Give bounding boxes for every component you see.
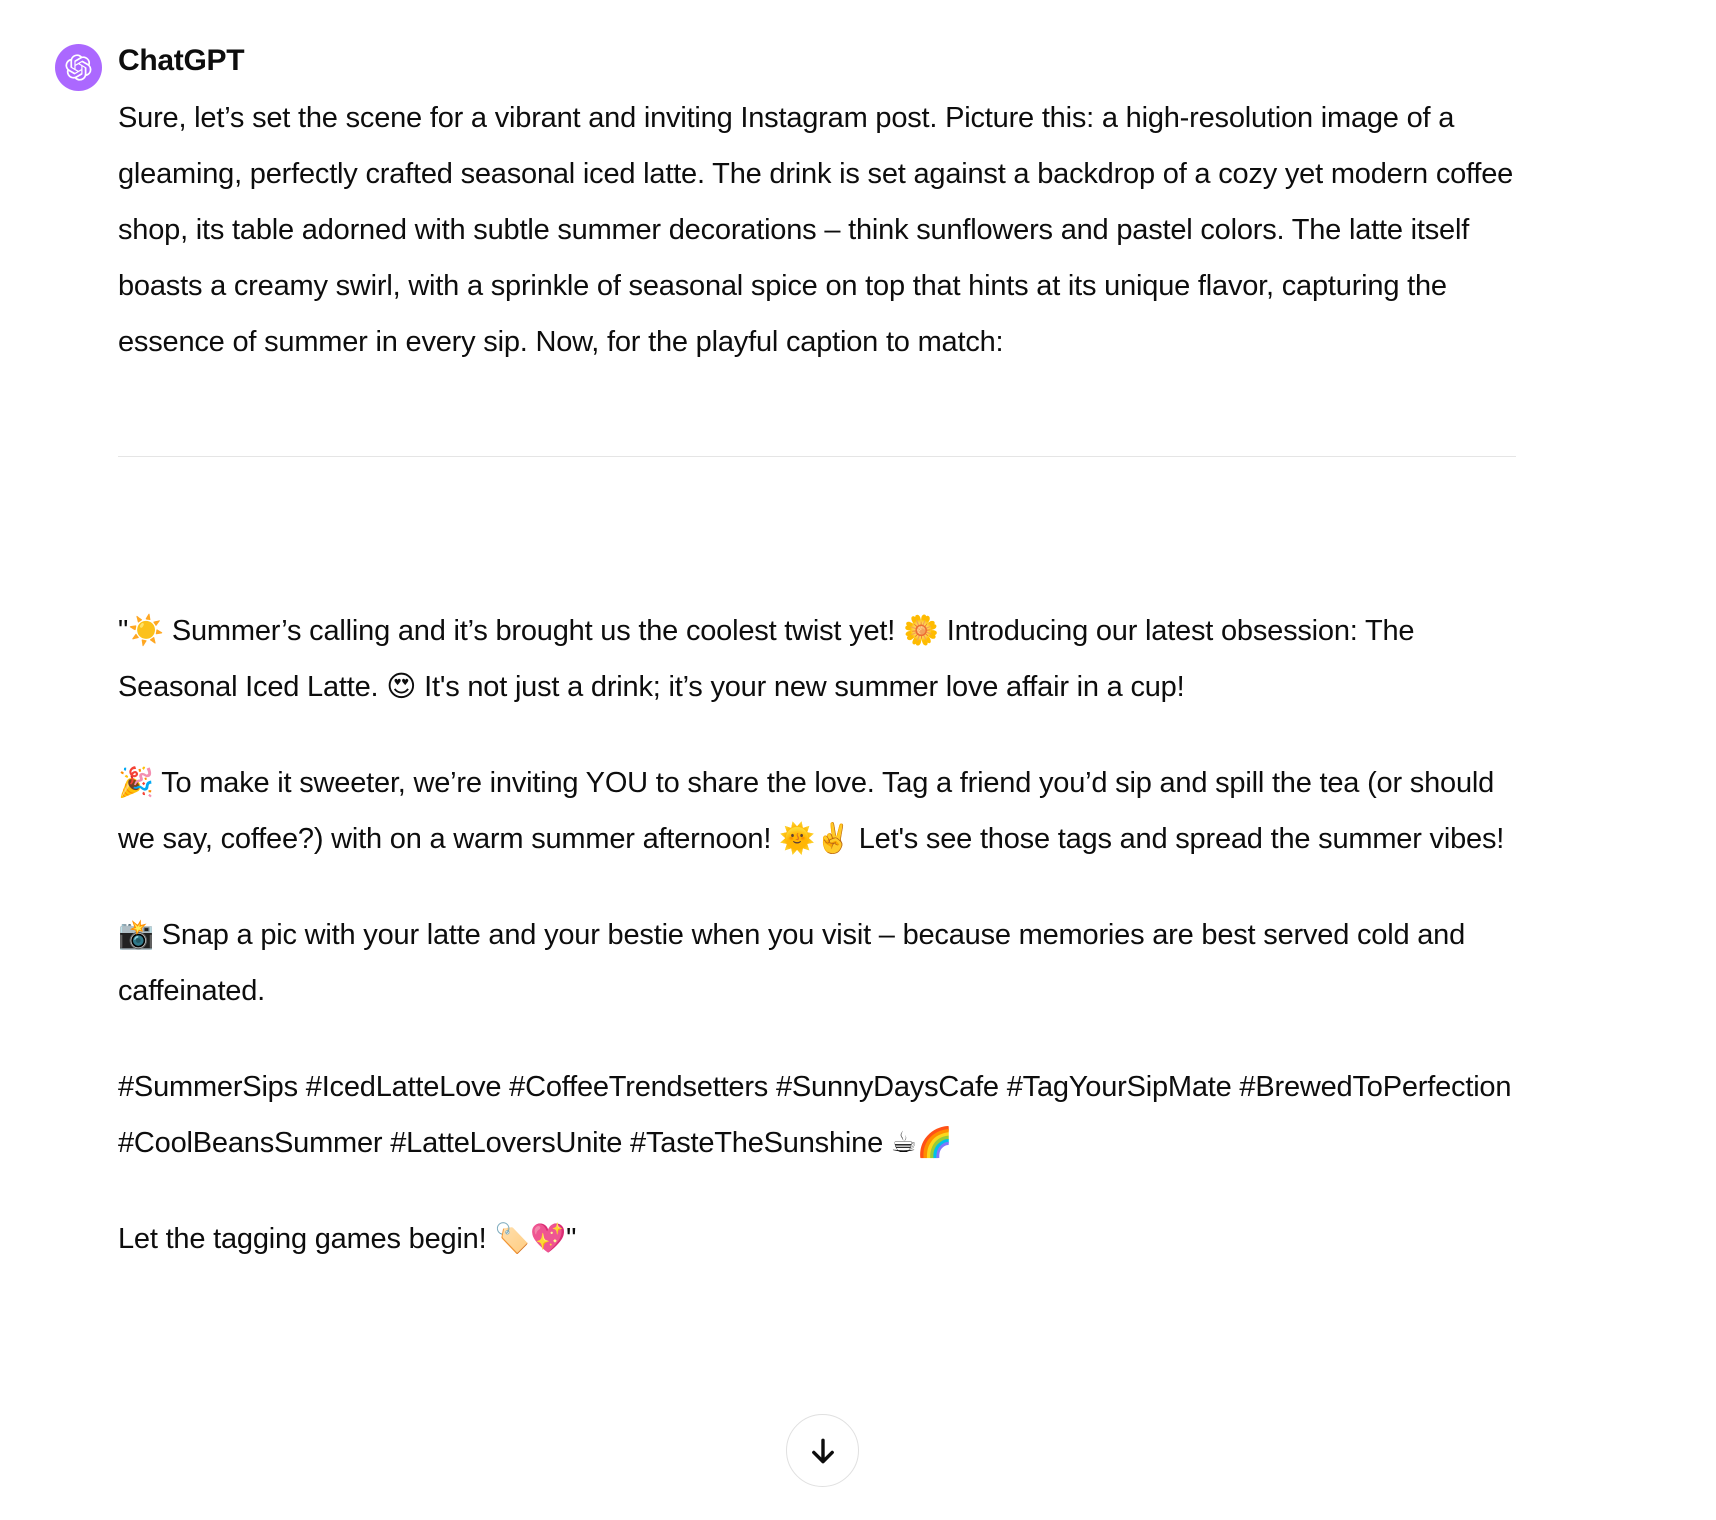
section-divider (118, 456, 1516, 457)
caption-snap-paragraph: 📸 Snap a pic with your latte and your bestie when you visit – because memories are best served cold and caffeinated. (118, 919, 1466, 1007)
arrow-down-icon (806, 1434, 840, 1468)
scene-description-paragraph: Sure, let’s set the scene for a vibrant and inviting Instagram post. Picture this: a high-resolution image of a gleaming, perfectly crafted seasonal iced latte. The drink is set against a backdrop of a cozy yet modern coffee shop, its table adorned with subtle summer decorations – think sunflowers and pastel colors. The latte itself boasts a creamy swirl, with a sprinkle of seasonal spice on top that hints at its unique flavor, capturing the essence of summer in every sip. Now, for the playful caption to match: (118, 102, 1514, 358)
caption-hashtags-paragraph: #SummerSips #IcedLatteLove #CoffeeTrendsetters #SunnyDaysCafe #TagYourSipMate #BrewedToPerfection #CoolBeansSummer #LatteLoversUnite #TasteTheSunshine ☕🌈 (118, 1071, 1512, 1159)
scroll-to-bottom-button[interactable] (786, 1414, 859, 1487)
openai-logo-icon (65, 54, 92, 81)
message-content (118, 42, 1516, 1307)
chatgpt-avatar (55, 44, 102, 91)
sender-name: ChatGPT (118, 44, 245, 77)
caption-tag-invite-paragraph: 🎉 To make it sweeter, we’re inviting YOU to share the love. Tag a friend you’d sip and spill the tea (or should we say, coffee?) with on a warm summer afternoon! 🌞✌️ Let's see those tags and spread the summer vibes! (118, 767, 1505, 855)
caption-intro-paragraph: "☀️ Summer’s calling and it’s brought us the coolest twist yet! 🌼 Introducing our latest obsession: The Seasonal Iced Latte. 😍 It's not just a drink; it’s your new summer love affair in a cup! (118, 615, 1415, 703)
caption-closing-line: Let the tagging games begin! 🏷️💖" (118, 1223, 577, 1255)
